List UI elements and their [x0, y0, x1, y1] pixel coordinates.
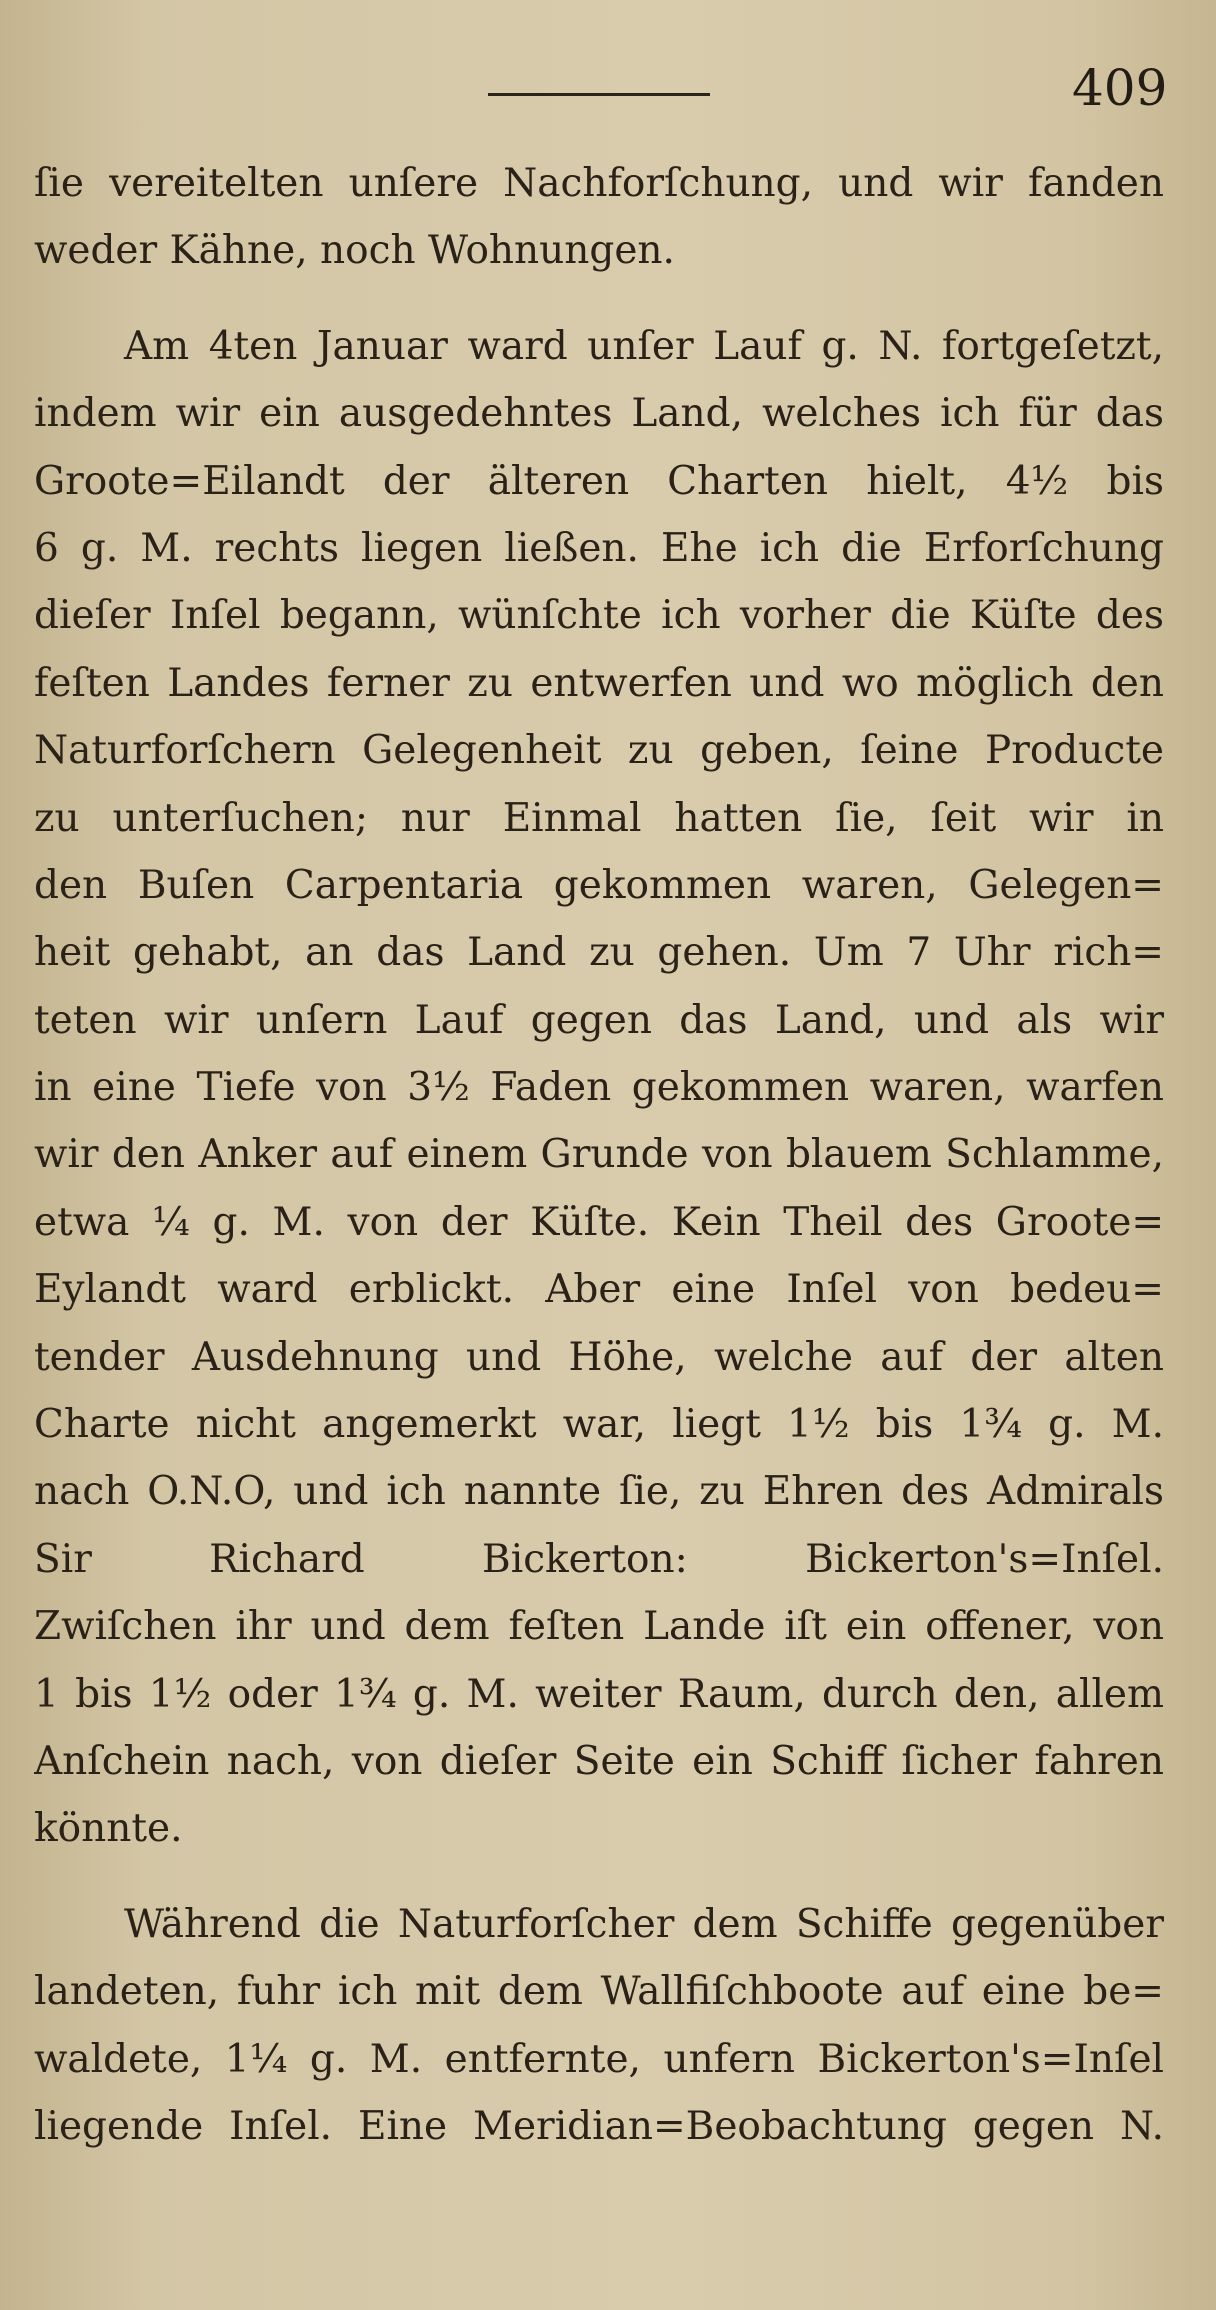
text-line: nach O.N.O, und ich nannte ſie, zu Ehren des Admirals	[34, 1469, 1164, 1515]
text-line: Charte nicht angemerkt war, liegt 1½ bis 1¾ g. M.	[34, 1402, 1164, 1448]
text-line: liegende Inſel. Eine Meridian=Beobachtung gegen N.	[34, 2103, 1164, 2149]
header-rule	[488, 93, 710, 96]
text-line: wir den Anker auf einem Grunde von blauem Schlamme,	[34, 1132, 1164, 1178]
text-line: könnte.	[34, 1806, 183, 1852]
text-line: landeten, fuhr ich mit dem Wallfiſchboote auf eine be=	[34, 1969, 1164, 2015]
text-line: tender Ausdehnung und Höhe, welche auf der alten	[34, 1334, 1164, 1380]
text-line: ſie vereitelten unſere Nachforſchung, und wir fanden	[34, 161, 1164, 206]
text-line: Eylandt ward erblickt. Aber eine Inſel von bedeu=	[34, 1267, 1164, 1313]
text-line: feſten Landes ferner zu entwerfen und wo möglich den	[34, 660, 1164, 706]
text-line: Am 4ten Januar ward unſer Lauf g. N. fortgeſetzt,	[124, 323, 1164, 369]
text-line: Während die Naturforſcher dem Schiffe gegenüber	[124, 1901, 1164, 1947]
text-line: dieſer Inſel begann, wünſchte ich vorher die Küſte des	[34, 593, 1164, 639]
text-line: den Buſen Carpentaria gekommen waren, Gelegen=	[34, 862, 1164, 908]
text-line: Naturforſchern Gelegenheit zu geben, ſeine Producte	[34, 728, 1164, 774]
text-line: 6 g. M. rechts liegen ließen. Ehe ich die Erforſchung	[34, 525, 1164, 571]
text-line: waldete, 1¼ g. M. entfernte, unfern Bickerton's=Inſel	[34, 2036, 1164, 2082]
text-line: etwa ¼ g. M. von der Küſte. Kein Theil des Groote=	[34, 1199, 1164, 1245]
text-line: Groote=Eilandt der älteren Charten hielt, 4½ bis	[34, 458, 1164, 504]
text-line: Sir Richard Bickerton: Bickerton's=Inſel.	[34, 1536, 1164, 1582]
text-line: 1 bis 1½ oder 1¾ g. M. weiter Raum, durch den, allem	[34, 1671, 1164, 1717]
text-line: Zwiſchen ihr und dem feſten Lande iſt ein offener, von	[34, 1604, 1164, 1650]
text-line: zu unterſuchen; nur Einmal hatten ſie, ſeit wir in	[34, 795, 1164, 841]
page-number: 409	[1072, 59, 1168, 117]
text-line: heit gehabt, an das Land zu gehen. Um 7 Uhr rich=	[34, 930, 1164, 976]
text-line: in eine Tiefe von 3½ Faden gekommen waren, warfen	[34, 1065, 1164, 1111]
text-line: indem wir ein ausgedehntes Land, welches ich für das	[34, 391, 1164, 437]
body-text	[34, 150, 1164, 2160]
text-line: Anſchein nach, von dieſer Seite ein Schiff ſicher fahren	[34, 1738, 1164, 1784]
text-line: weder Kähne, noch Wohnungen.	[34, 228, 675, 274]
text-line: teten wir unſern Lauf gegen das Land, und als wir	[34, 997, 1164, 1043]
